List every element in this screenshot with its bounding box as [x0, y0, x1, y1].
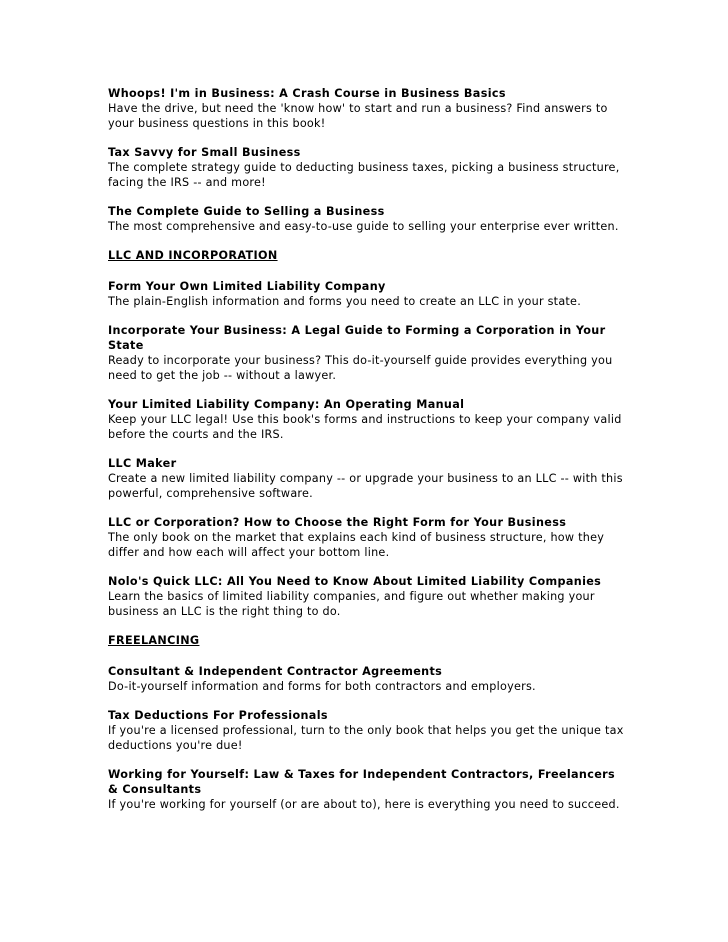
book-description: The complete strategy guide to deducting business taxes, picking a business structure, facing the IRS -- and more!	[108, 161, 620, 189]
book-title: Your Limited Liability Company: An Operating Manual	[108, 398, 465, 411]
book-entry	[108, 397, 628, 442]
book-title: Tax Savvy for Small Business	[108, 146, 301, 159]
book-title: The Complete Guide to Selling a Business	[108, 205, 385, 218]
book-description: Have the drive, but need the 'know how' to start and run a business? Find answers to your business questions in this book!	[108, 102, 608, 130]
book-entry	[108, 86, 628, 131]
book-description: The only book on the market that explains each kind of business structure, how they differ and how each will affect your bottom line.	[108, 531, 605, 559]
book-description: Ready to incorporate your business? This do-it-yourself guide provides everything you need to get the job -- without a lawyer.	[108, 354, 613, 382]
book-entry	[108, 279, 628, 309]
book-entry	[108, 708, 628, 753]
book-title: LLC or Corporation? How to Choose the Right Form for Your Business	[108, 516, 567, 529]
book-description: Keep your LLC legal! Use this book's forms and instructions to keep your company valid before the courts and the IRS.	[108, 413, 622, 441]
book-title: Form Your Own Limited Liability Company	[108, 280, 386, 293]
book-entry	[108, 664, 628, 694]
document-page	[108, 86, 628, 826]
book-title: Tax Deductions For Professionals	[108, 709, 328, 722]
book-entry	[108, 145, 628, 190]
book-entry	[108, 456, 628, 501]
section-heading-freelancing: FREELANCING	[108, 634, 200, 647]
book-title: Consultant & Independent Contractor Agreements	[108, 665, 443, 678]
book-description: If you're working for yourself (or are about to), here is everything you need to succeed.	[108, 798, 620, 811]
book-entry	[108, 323, 628, 383]
book-description: The plain-English information and forms you need to create an LLC in your state.	[108, 295, 581, 308]
book-description: If you're a licensed professional, turn to the only book that helps you get the unique tax deductions you're due!	[108, 724, 624, 752]
section-heading-llc-and-incorporation: LLC AND INCORPORATION	[108, 249, 278, 262]
book-entry	[108, 574, 628, 619]
book-description: Do-it-yourself information and forms for both contractors and employers.	[108, 680, 536, 693]
book-entry	[108, 767, 628, 812]
book-description: Create a new limited liability company -- or upgrade your business to an LLC -- with this powerful, comprehensive software.	[108, 472, 623, 500]
book-title: Working for Yourself: Law & Taxes for Independent Contractors, Freelancers & Consultants	[108, 768, 616, 796]
book-description: The most comprehensive and easy-to-use guide to selling your enterprise ever written.	[108, 220, 619, 233]
book-title: Whoops! I'm in Business: A Crash Course in Business Basics	[108, 87, 506, 100]
book-title: LLC Maker	[108, 457, 177, 470]
book-title: Nolo's Quick LLC: All You Need to Know About Limited Liability Companies	[108, 575, 602, 588]
book-title: Incorporate Your Business: A Legal Guide to Forming a Corporation in Your State	[108, 324, 606, 352]
book-entry	[108, 204, 628, 234]
book-description: Learn the basics of limited liability companies, and figure out whether making your business an LLC is the right thing to do.	[108, 590, 595, 618]
book-entry	[108, 515, 628, 560]
